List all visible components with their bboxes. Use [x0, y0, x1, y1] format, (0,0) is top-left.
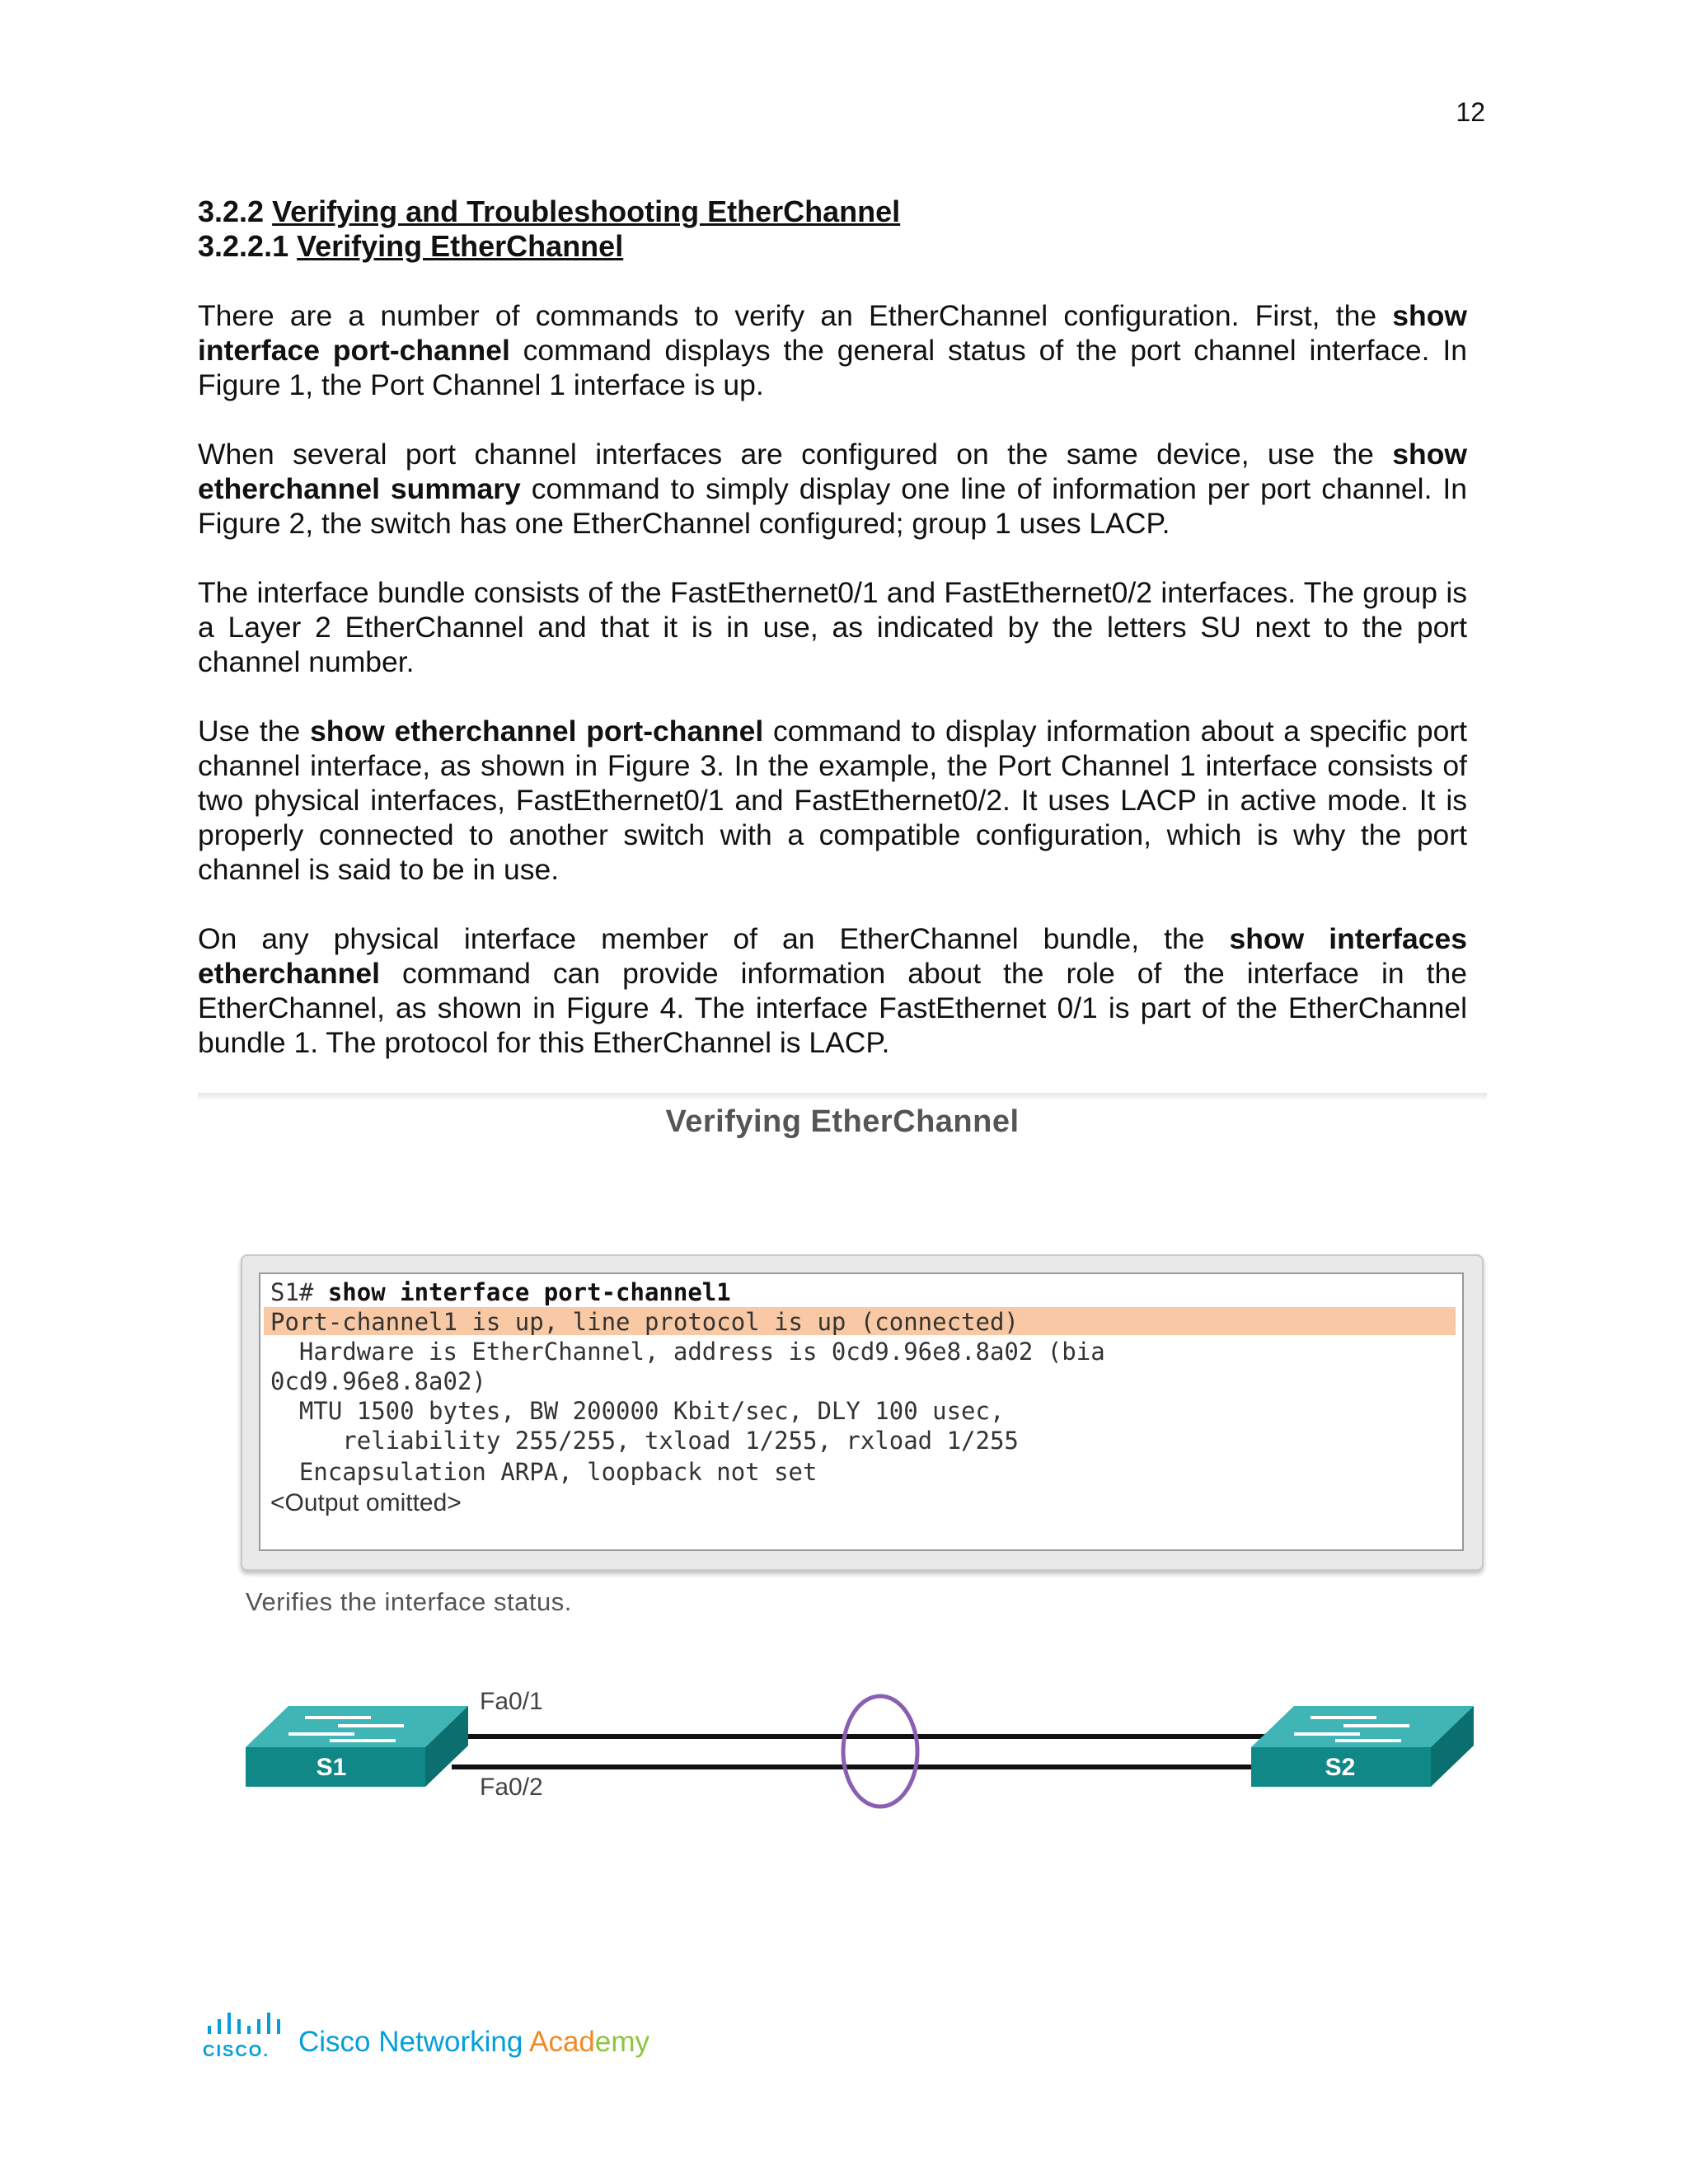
- figure-caption: Verifies the interface status.: [246, 1587, 572, 1616]
- cisco-wordmark: [203, 2042, 270, 2061]
- academy-wordmark: [298, 2026, 649, 2059]
- switch-s2: [1251, 1706, 1474, 1787]
- terminal-line: Port-channel1 is up, line protocol is up (connected): [270, 1308, 1019, 1336]
- command-name: show interfaces etherchannel: [198, 922, 1467, 990]
- subsection-heading: [198, 229, 623, 264]
- subsection-title: Verifying EtherChannel: [297, 229, 624, 263]
- link-label-top: Fa0/1: [480, 1688, 543, 1715]
- terminal-line: Hardware is EtherChannel, address is 0cd9.96e8.8a02 (bia: [270, 1338, 1105, 1366]
- terminal-omitted: <Output omitted>: [270, 1489, 462, 1516]
- paragraph-text: command to simply display one line of information per port channel. In Figure 2, the switch has one EtherChannel configured; group 1 uses LACP.: [198, 472, 1468, 540]
- command-name: show etherchannel summary: [198, 438, 1467, 505]
- paragraph-text: When several port channel interfaces are configured on the same device, use the: [198, 438, 1393, 471]
- switch-s1-label: S1: [316, 1754, 347, 1781]
- section-title: Verifying and Troubleshooting EtherChannel: [272, 194, 901, 228]
- subsection-number: 3.2.2.1: [198, 229, 289, 263]
- paragraph-1: [198, 298, 1467, 402]
- terminal-command: show interface port-channel1: [327, 1278, 731, 1306]
- figure-divider: [198, 1093, 1487, 1099]
- command-name: show interface port-channel: [198, 299, 1467, 367]
- terminal-line: MTU 1500 bytes, BW 200000 Kbit/sec, DLY 100 usec,: [270, 1397, 1005, 1425]
- etherchannel-bundle-icon: [843, 1696, 917, 1807]
- paragraph-text: On any physical interface member of an EtherChannel bundle, the: [198, 922, 1230, 955]
- paragraph-text: command can provide information about the role of the interface in the EtherChannel, as shown in Figure 4. The interface FastEthernet 0/1 is part of the EtherChannel bundle 1. The protocol for this EtherChannel is LACP.: [198, 957, 1467, 1059]
- cisco-word: CISCO: [203, 2042, 264, 2060]
- terminal-line: Encapsulation ARPA, loopback not set: [270, 1458, 818, 1486]
- paragraph-2: [198, 437, 1467, 541]
- paragraph-4: [198, 714, 1467, 887]
- paragraph-3: [198, 575, 1467, 679]
- terminal-line: 0cd9.96e8.8a02): [270, 1367, 486, 1395]
- terminal-window: [241, 1254, 1484, 1571]
- section-number: 3.2.2: [198, 194, 265, 228]
- terminal-line: reliability 255/255, txload 1/255, rxload 1/255: [270, 1427, 1019, 1455]
- topology-diagram: [239, 1681, 1492, 1813]
- terminal-prompt: S1#: [270, 1278, 328, 1306]
- paragraph-text: command displays the general status of the port channel interface. In Figure 1, the Port Channel 1 interface is up.: [198, 334, 1467, 401]
- academy-word-3: emy: [594, 2026, 650, 2058]
- paragraph-text: The interface bundle consists of the FastEthernet0/1 and FastEthernet0/2 interfaces. The group is a Layer 2 EtherChannel and that it is in use, as indicated by the letters SU next to the port channel number.: [198, 576, 1467, 678]
- cisco-dot: .: [263, 2042, 270, 2060]
- academy-word-2: Acad: [523, 2026, 595, 2058]
- terminal-output: [259, 1272, 1464, 1551]
- academy-word-1: Cisco Networking: [298, 2026, 523, 2058]
- paragraph-5: [198, 921, 1467, 1060]
- paragraph-text: Use the: [198, 715, 311, 748]
- terminal-command-line: [270, 1277, 731, 1307]
- cisco-bars-icon: [206, 2009, 288, 2039]
- topology-svg: [239, 1681, 1492, 1813]
- switch-s1: [246, 1706, 468, 1787]
- switch-s2-label: S2: [1325, 1754, 1356, 1781]
- figure-title: Verifying EtherChannel: [665, 1104, 1020, 1139]
- paragraph-text: There are a number of commands to verify an EtherChannel configuration. First, the: [198, 299, 1393, 332]
- paragraph-text: command to display information about a specific port channel interface, as shown in Figure 3. In the example, the Port Channel 1 interface consists of two physical interfaces, FastEthernet0/1 and FastEthernet0/2. It uses LACP in active mode. It is properly connected to another switch with a compatible configuration, which is why the port channel is said to be in use.: [198, 715, 1467, 886]
- page-number: 12: [1456, 97, 1485, 127]
- link-label-bottom: Fa0/2: [480, 1774, 543, 1801]
- section-heading: [198, 194, 900, 229]
- command-name: show etherchannel port-channel: [310, 715, 764, 748]
